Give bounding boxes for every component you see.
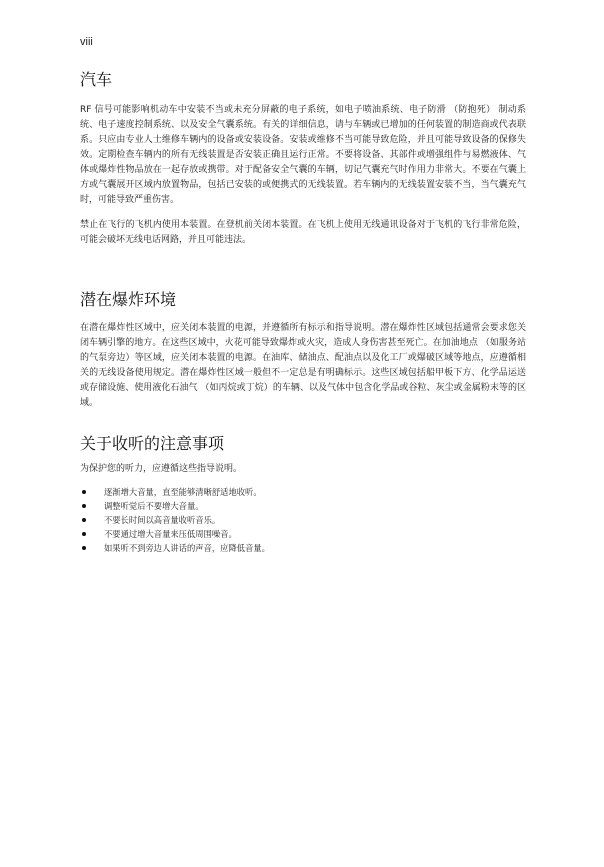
bullet-icon [82,546,86,550]
list-item [80,541,526,555]
vehicles-paragraph-2: 禁止在飞行的飞机内使用本装置。在登机前关闭本装置。在飞机上使用无线通讯设备对于飞机的飞行非常危险，可能会破坏无线电话网路，并且可能违法。 [80,220,526,245]
bullet-icon [82,532,86,536]
page-number: viii [80,36,93,48]
bullet-icon [82,490,86,494]
vehicles-paragraph-1: RF 信号可能影响机动车中安装不当或未充分屏蔽的电子系统，如电子喷油系统、电子防滑 （防抱死） 制动系统、电子速度控制系统、以及安全气囊系统。有关的详细信息，请与车辆或已增加的任何装置的制造商或代表联系。只应由专业人士维修车辆内的设备或安装设备。安装或维修不当可能导致危险，并且可能导致设备的保修失效。定期检查车辆内的所有无线装置是否安装正确且运行正常。不要将设备、其部件或增强组件与易燃液体、气体或爆炸性物品放在一起存放或携带。对于配备安全气囊的车辆，切记气囊充气时作用力非常大。不要在气囊上方或气囊展开区域内放置物品，包括已安装的或便携式的无线装置。若车辆内的无线装置安装不当，当气囊充气时，可能导致严重伤害。 [80,105,526,205]
hearing-section [80,434,526,555]
hearing-heading: 关于收听的注意事项 [80,434,225,453]
bullet-icon [82,504,86,508]
explosive-section [80,290,526,411]
hearing-intro: 为保护您的听力，应遵循这些指导说明。 [80,464,243,474]
vehicles-section [80,70,526,248]
list-item-text: 不要长时间以高音量收听音乐。 [104,515,221,525]
hearing-list [80,485,526,555]
explosive-heading: 潜在爆炸环境 [80,290,177,309]
list-item-text: 不要通过增大音量来压低周围噪音。 [104,529,237,539]
list-item-text: 调整听觉后不要增大音量。 [104,501,204,511]
vehicles-heading: 汽车 [80,70,113,89]
list-item [80,513,526,527]
bullet-icon [82,518,86,522]
list-item-text: 如果听不到旁边人讲话的声音，应降低音量。 [104,543,270,553]
list-item-text: 逐渐增大音量，直至能够清晰舒适地收听。 [104,487,262,497]
list-item [80,485,526,499]
explosive-paragraph: 在潜在爆炸性区域中，应关闭本装置的电源，并遵循所有标示和指导说明。潜在爆炸性区域包括通常会要求您关闭车辆引擎的地方。在这些区域中，火花可能导致爆炸或火灾，造成人身伤害甚至死亡。在加油地点 （如服务站的气泵旁边）等区域，应关闭本装置的电源。在油库、储油点、配油点以及化工厂或爆破区域等地点，应遵循相关的无线设备使用规定。潜在爆炸性区域一般但不一定总是有明确标示。这些区域包括船甲板下方、化学品运送或存储设施、使用液化石油气 （如丙烷或丁烷）的车辆、以及气体中包含化学品或谷粒、灰尘或金属粉末等的区域。 [80,323,526,408]
list-item [80,499,526,513]
list-item [80,527,526,541]
